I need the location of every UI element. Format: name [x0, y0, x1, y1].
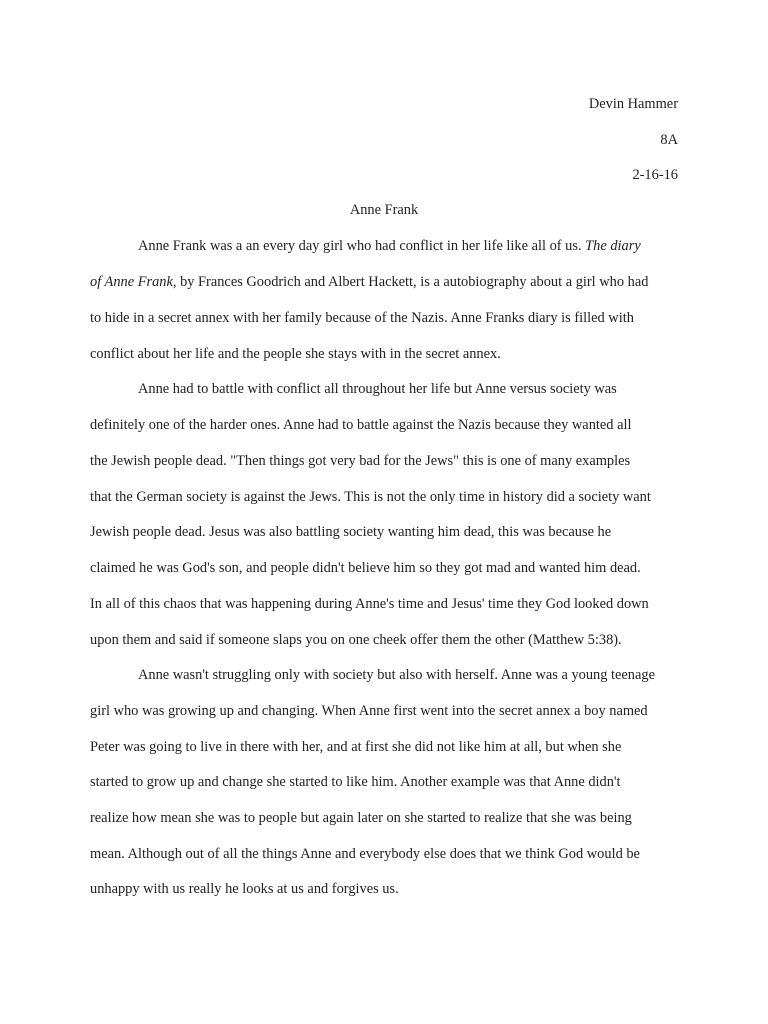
line-text: Anne Frank was a an every day girl who had conflict in her life like all of us.	[138, 238, 586, 254]
paragraph-3-line-4: started to grow up and change she started to like him. Another example was that Anne didn't	[90, 774, 621, 790]
book-title-part-1: The diary	[585, 238, 641, 254]
paragraph-3-line-5: realize how mean she was to people but again later on she started to realize that she was being	[90, 810, 632, 826]
essay-date: 2-16-16	[632, 167, 678, 183]
paragraph-2-line-7: In all of this chaos that was happening during Anne's time and Jesus' time they God looked down	[90, 596, 649, 612]
author-name: Devin Hammer	[588, 96, 678, 112]
paragraph-1-line-1	[138, 237, 641, 255]
paragraph-1-line-3: to hide in a secret annex with her family because of the Nazis. Anne Franks diary is filled with	[90, 310, 634, 326]
paragraph-3-line-7: unhappy with us really he looks at us and forgives us.	[90, 881, 399, 897]
essay-title: Anne Frank	[349, 202, 419, 218]
class-period: 8A	[660, 132, 678, 148]
paragraph-2-line-8: upon them and said if someone slaps you on one cheek offer them the other (Matthew 5:38).	[90, 632, 622, 648]
paragraph-1-line-2	[90, 273, 648, 291]
paragraph-2-line-5: Jewish people dead. Jesus was also battling society wanting him dead, this was because he	[90, 524, 612, 540]
paragraph-2-line-6: claimed he was God's son, and people didn't believe him so they got mad and wanted him dead.	[90, 560, 641, 576]
paragraph-3-line-2: girl who was growing up and changing. When Anne first went into the secret annex a boy named	[90, 703, 648, 719]
paragraph-1-line-4: conflict about her life and the people she stays with in the secret annex.	[90, 346, 501, 362]
paragraph-2-line-4: that the German society is against the Jews. This is not the only time in history did a society want	[90, 489, 651, 505]
paragraph-3-line-3: Peter was going to live in there with her, and at first she did not like him at all, but when she	[90, 739, 622, 755]
book-title-part-2: of Anne Frank	[90, 274, 173, 290]
line-text: , by Frances Goodrich and Albert Hackett, is a autobiography about a girl who had	[172, 274, 649, 290]
paragraph-3-line-6: mean. Although out of all the things Anne and everybody else does that we think God would be	[90, 846, 640, 862]
paragraph-2-line-1: Anne had to battle with conflict all throughout her life but Anne versus society was	[138, 381, 617, 397]
paragraph-2-line-3: the Jewish people dead. "Then things got very bad for the Jews" this is one of many examples	[90, 453, 631, 469]
paragraph-3-line-1: Anne wasn't struggling only with society but also with herself. Anne was a young teenage	[138, 667, 655, 683]
paragraph-2-line-2: definitely one of the harder ones. Anne had to battle against the Nazis because they wanted all	[90, 417, 632, 433]
